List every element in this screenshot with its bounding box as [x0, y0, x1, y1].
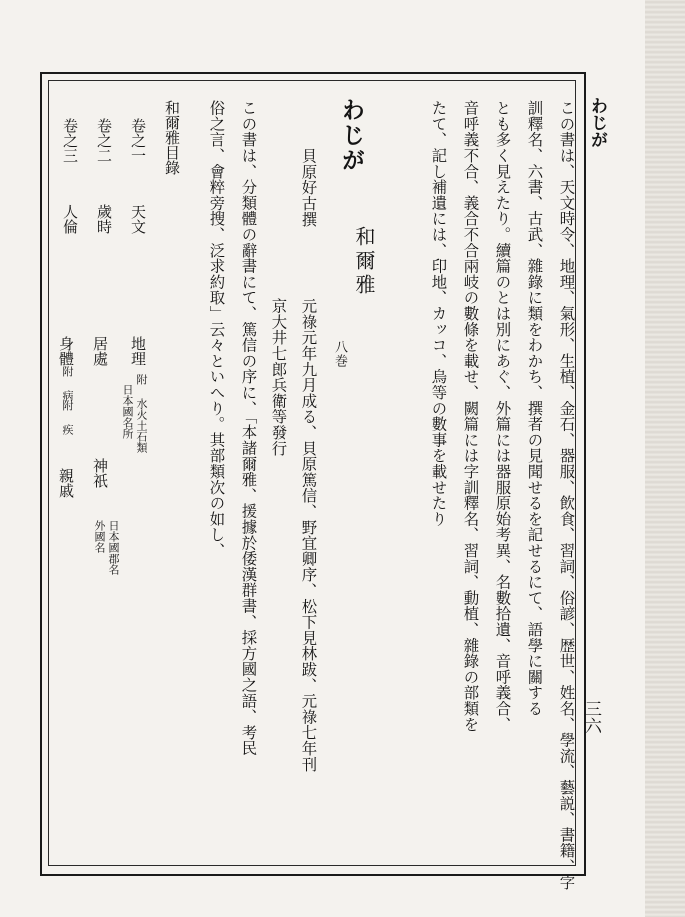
intro-line-3: とも多く見えたり。續篇のとは別にあぐ、外篇には器服原始考異、名數拾遺、音呼義合、 — [493, 100, 512, 732]
body-line-2: 俗之言、會粹旁搜、泛求約取」云々といへり。其部類次の如し、 — [207, 100, 226, 559]
toc-vol3-section-3: 親戚 — [57, 468, 75, 498]
page-number: 三六 — [581, 700, 601, 734]
toc-volume-2: 卷之二 — [95, 118, 113, 163]
toc-vol3-sub-2: 附 疾 — [61, 400, 74, 435]
toc-vol1-section-2: 地理 — [129, 336, 147, 366]
intro-line-1: この書は、天文時令、地理、氣形、生植、金石、器服、飲食、習詞、俗諺、歴世、姓名、學流、藝説、書籍、字 — [557, 100, 576, 890]
entry-publisher: 京大井七郎兵衛等發行 — [269, 298, 288, 456]
toc-vol3-section-2: 身體 — [57, 336, 75, 366]
toc-vol2-section-3: 神祇 — [91, 458, 109, 488]
toc-vol2-section-2: 居處 — [91, 336, 109, 366]
toc-vol3-section-1: 人倫 — [61, 204, 79, 234]
toc-heading: 和爾雅目錄 — [163, 100, 181, 175]
toc-volume-3: 卷之三 — [61, 118, 79, 163]
toc-vol1-sub-2: 日本國名所 — [121, 384, 134, 439]
entry-title-kana: わじが — [338, 98, 365, 173]
entry-title-kanji: 和爾雅 — [352, 226, 376, 298]
entry-publication: 元祿元年九月成る、貝原篤信、野宜卿序、松下見林跋、元祿七年刊 — [299, 298, 318, 772]
toc-vol1-sub-3: 日本國郡名 — [107, 520, 120, 575]
entry-volumes: 八巻 — [332, 340, 347, 368]
toc-vol1-sub-1: 附 水火土石類 — [135, 374, 148, 453]
toc-vol3-sub-1: 附 病 — [61, 366, 74, 401]
page-edge-shadow — [645, 0, 685, 917]
toc-vol1-section-1: 天文 — [129, 204, 147, 234]
body-line-1: この書は、分類體の辭書にて、篤信の序に、「本諸爾雅、援據於倭漢群書、採方國之語、考民 — [239, 100, 258, 756]
intro-line-5: たて、記し補遺には、印地、カッコ、烏等の數事を載せたり — [429, 100, 448, 527]
toc-volume-1: 卷之一 — [129, 118, 147, 163]
running-title: わじが — [587, 97, 607, 148]
toc-vol1-sub-4: 外國名 — [93, 520, 106, 553]
entry-author: 貝原好古撰 — [299, 148, 318, 227]
toc-vol2-section-1: 歲時 — [95, 204, 113, 234]
intro-line-2: 訓釋名、六書、古武、雜錄に類をわかち、撰者の見聞せるを記せるにて、語學に關する — [525, 100, 544, 717]
intro-line-4: 音呼義不合、義合不合兩岐の數條を載せ、闕篇には字訓釋名、習詞、動植、雜錄の部類を — [461, 100, 480, 732]
